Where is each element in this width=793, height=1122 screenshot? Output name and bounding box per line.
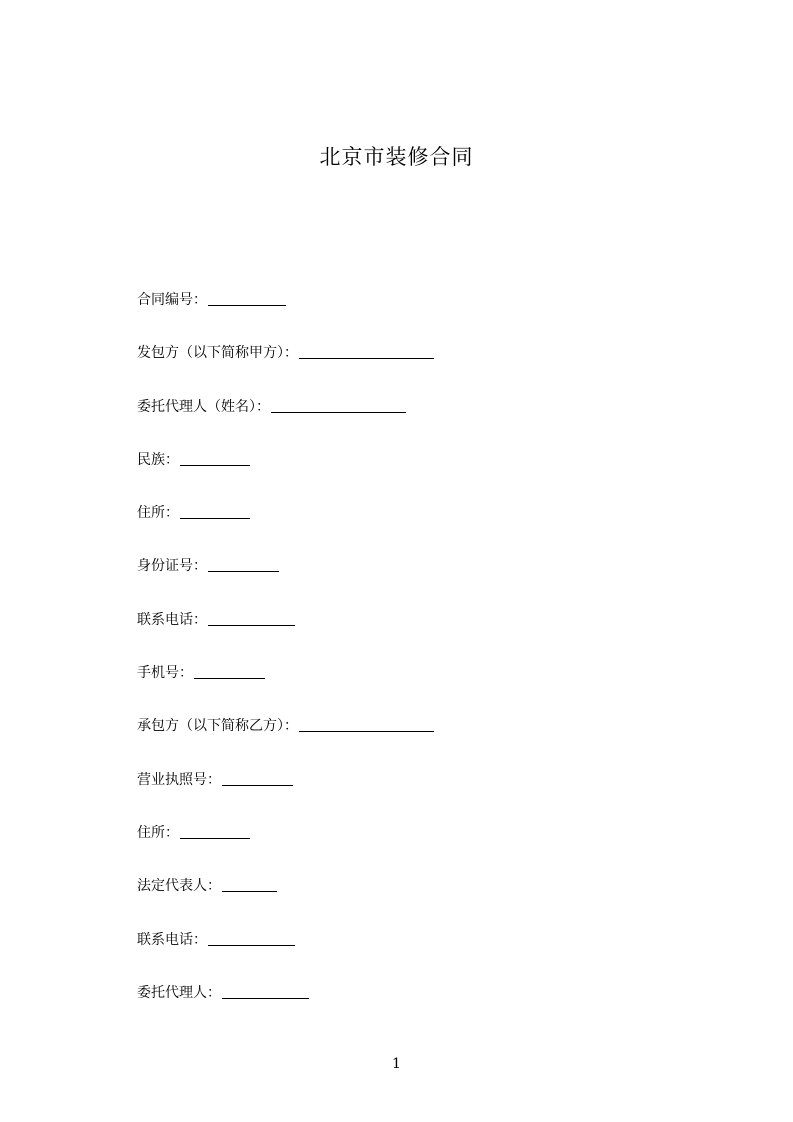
field-label: 合同编号： (137, 292, 207, 308)
party-b-agent-blank (222, 981, 309, 999)
field-party-b-address (137, 821, 434, 874)
field-party-a-agent-name (137, 395, 434, 448)
document-title: 北京市装修合同 (319, 145, 474, 169)
party-b-phone-blank (208, 928, 295, 946)
party-a-agent-name-blank (271, 395, 406, 413)
field-label: 营业执照号： (137, 771, 221, 788)
field-label: 手机号： (137, 665, 193, 682)
party-a-address-blank (180, 501, 250, 519)
field-business-license (137, 768, 434, 821)
field-label: 委托代理人（姓名）： (137, 398, 270, 415)
field-ethnicity (137, 448, 434, 501)
contract-party-fields (137, 288, 434, 1034)
ethnicity-blank (180, 448, 250, 466)
business-license-blank (222, 768, 293, 786)
field-label: 发包方（以下简称甲方）： (137, 345, 298, 362)
field-legal-representative (137, 874, 434, 927)
field-label: 民族： (137, 451, 179, 468)
party-a-blank (299, 341, 434, 359)
field-label: 住所： (137, 824, 179, 841)
field-party-a-phone (137, 608, 434, 661)
field-label: 联系电话： (137, 931, 207, 948)
field-id-number (137, 554, 434, 607)
field-party-a (137, 341, 434, 394)
legal-representative-blank (222, 874, 277, 892)
field-party-b-agent (137, 981, 434, 1034)
page-number: 1 (392, 1056, 401, 1072)
id-number-blank (208, 554, 279, 572)
field-label: 法定代表人： (137, 878, 221, 895)
field-mobile (137, 661, 434, 714)
party-b-address-blank (180, 821, 250, 839)
field-contract-number (137, 288, 434, 341)
mobile-blank (194, 661, 265, 679)
field-party-b-phone (137, 928, 434, 981)
field-label: 住所： (137, 505, 179, 522)
contract-number-blank (208, 288, 286, 306)
party-b-blank (299, 714, 434, 732)
field-party-a-address (137, 501, 434, 554)
party-a-phone-blank (208, 608, 295, 626)
field-label: 委托代理人： (137, 984, 221, 1001)
field-party-b (137, 714, 434, 767)
field-label: 身份证号： (137, 558, 207, 575)
field-label: 联系电话： (137, 611, 207, 628)
field-label: 承包方（以下简称乙方）： (137, 718, 298, 735)
